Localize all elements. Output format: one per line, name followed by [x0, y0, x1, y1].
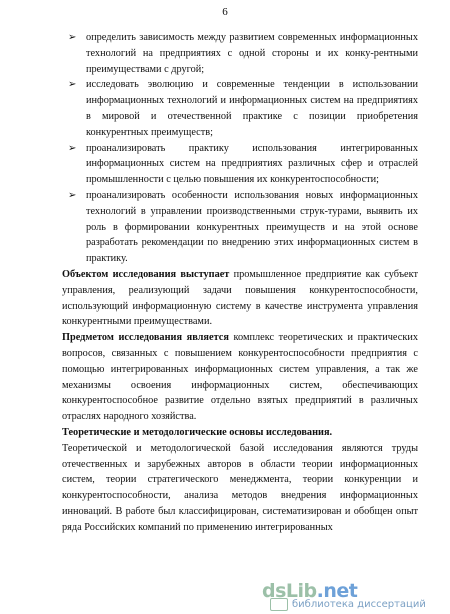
- list-item: [62, 188, 418, 267]
- object-paragraph: [62, 267, 418, 330]
- list-item-text: проанализировать практику использования интегрированных информационных систем на предприятиях различных сфер и отраслей промышленности с целью повышения их конкурентоспособности;: [86, 142, 418, 186]
- subject-paragraph: [62, 330, 418, 425]
- object-label: Объектом исследования выступает: [62, 268, 230, 280]
- watermark-subtitle: библиотека диссертаций: [292, 599, 426, 610]
- document-body: [62, 30, 418, 536]
- list-item-text: проанализировать особенности использования новых информационных технологий в управлении производственными струк-турами, выявить их роль в формировании конкурентных преимуществ и на этой основе разработать рекомендации по внедрению этих информационных систем в практику.: [86, 189, 418, 265]
- list-item: [62, 77, 418, 140]
- arrow-bullet-icon: ➢: [68, 32, 77, 43]
- list-item-text: исследовать эволюцию и современные тенденции в использовании информационных технологий и информационных систем на предприятиях в мировой и отечественной практике с позиции приобретения конкурентных преимуществ;: [86, 79, 418, 138]
- arrow-bullet-icon: ➢: [68, 142, 77, 154]
- arrow-bullet-icon: ➢: [68, 189, 77, 201]
- list-item: [62, 141, 418, 188]
- foundations-paragraph: Теоретической и методологической базой исследования являются труды отечественных и зарубежных авторов в области теории информационных систем, теории стратегического менеджмента, теории конкуренции и конкурентоспособности, анализа методов внедрения информационных инноваций. В работе был классифицирован, систематизирован и обобщен опыт ряда Российских компаний по применению интегрированных: [62, 442, 418, 533]
- list-item-text: определить зависимость между развитием современных информационных технологий на предприятиях с одной стороны и их конку-рентными преимуществами с другой;: [86, 32, 418, 75]
- list-item: [62, 30, 418, 77]
- page-number: 6: [222, 6, 228, 18]
- watermark-logo: dsLib.net: [262, 580, 358, 602]
- foundations-heading: Теоретические и методологические основы исследования.: [62, 426, 333, 438]
- object-text: промышленное предприятие как субъект управления, реализующий задачи повышения конкурентоспособности, использующий информационную систему в качестве инструмента управления конкурентными преимуществами.: [62, 268, 418, 328]
- book-icon: [270, 598, 288, 611]
- arrow-bullet-icon: ➢: [68, 79, 77, 91]
- site-watermark: [262, 580, 447, 612]
- subject-text: комплекс теоретических и практических вопросов, связанных с повышением конкурентоспособности предприятия с помощью интегрированных информационных систем управления, а так же механизмы освоения информационных систем, обеспечивающих конкурентоспособное развитие отдельно взятых предприятий в различных отраслях народного хозяйства.: [62, 332, 418, 423]
- subject-label: Предметом исследования является: [62, 332, 229, 344]
